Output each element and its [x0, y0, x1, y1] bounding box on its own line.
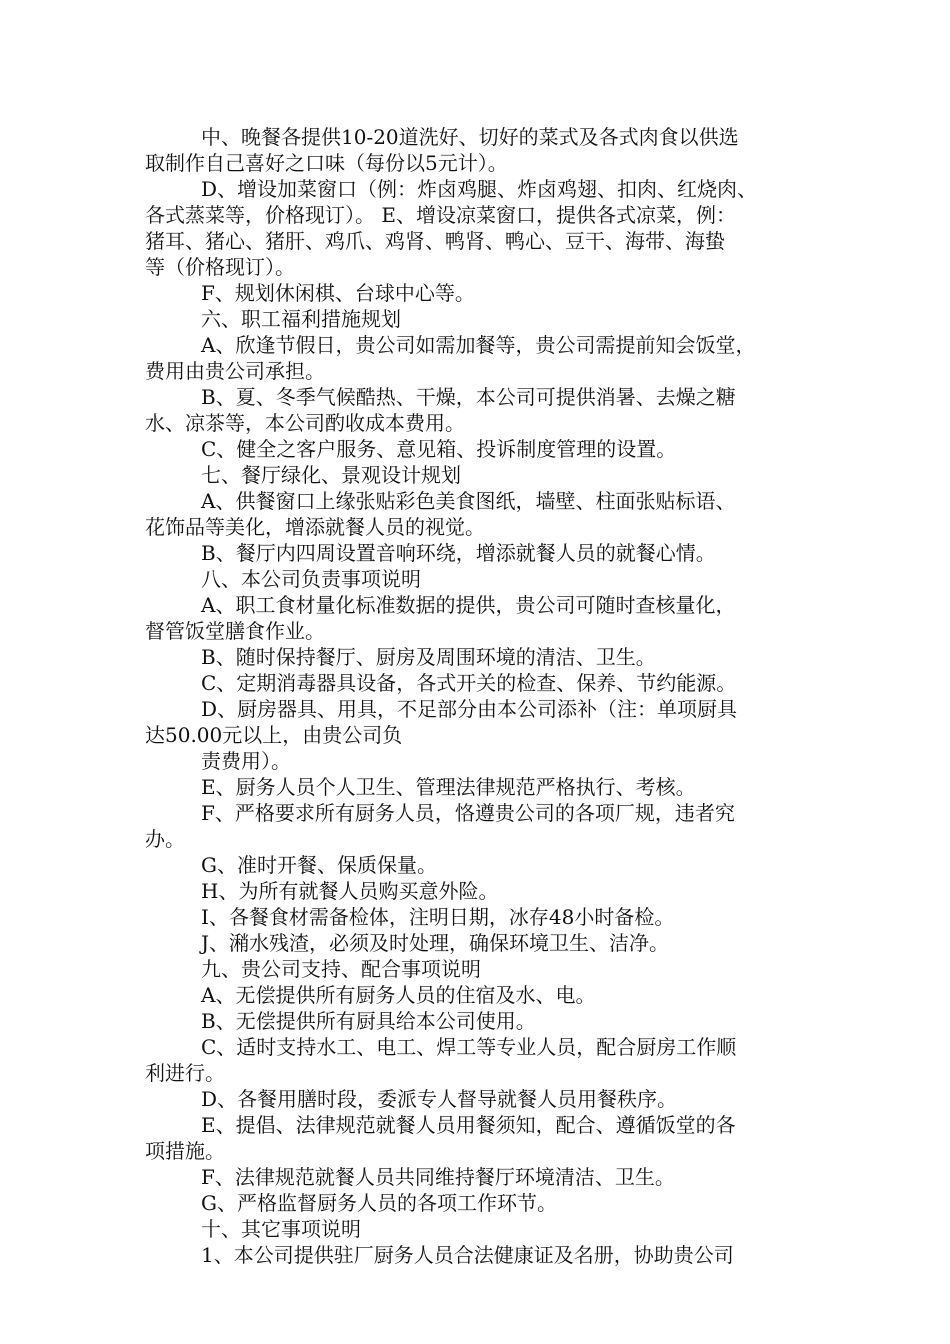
text-line: J、潲水残渣，必须及时处理，确保环境卫生、洁净。	[201, 931, 670, 955]
text-line: B、餐厅内四周设置音响环绕，增添就餐人员的就餐心情。	[201, 541, 716, 565]
text-line: 各式蒸菜等，价格现订）。 E、增设凉菜窗口，提供各式凉菜，例：	[145, 203, 736, 227]
text-line: 中、晚餐各提供10-20道洗好、切好的菜式及各式肉食以供选	[201, 125, 739, 149]
text-line: A、欣逢节假日，贵公司如需加餐等，贵公司需提前知会饭堂，	[201, 333, 756, 357]
text-line: D、增设加菜窗口（例：炸卤鸡腿、炸卤鸡翅、扣肉、红烧肉、	[201, 177, 758, 201]
text-line: G、准时开餐、保质保量。	[201, 853, 437, 877]
text-line: 达50.00元以上，由贵公司负	[145, 723, 403, 747]
text-line: 督管饭堂膳食作业。	[145, 619, 325, 643]
text-line: F、严格要求所有厨务人员，恪遵贵公司的各项厂规，违者究	[201, 801, 735, 825]
text-line: B、随时保持餐厅、厨房及周围环境的清洁、卫生。	[201, 645, 656, 669]
text-line: D、厨房器具、用具，不足部分由本公司添补（注：单项厨具	[201, 697, 738, 721]
text-line: A、无偿提供所有厨务人员的住宿及水、电。	[201, 983, 596, 1007]
text-line: B、无偿提供所有厨具给本公司使用。	[201, 1009, 536, 1033]
text-line: C、定期消毒器具设备，各式开关的检查、保养、节约能源。	[201, 671, 737, 695]
text-line: 费用由贵公司承担。	[145, 359, 325, 383]
text-line: 1、本公司提供驻厂厨务人员合法健康证及名册，协助贵公司	[201, 1243, 734, 1267]
text-line: 项措施。	[145, 1139, 225, 1163]
text-line: 办。	[145, 827, 185, 851]
section-heading: 九、贵公司支持、配合事项说明	[201, 957, 481, 981]
text-line: 等（价格现订）。	[145, 255, 295, 279]
section-heading: 十、其它事项说明	[201, 1217, 361, 1241]
text-line: F、规划休闲棋、台球中心等。	[201, 281, 475, 305]
section-heading: 八、本公司负责事项说明	[201, 567, 421, 591]
text-line: F、法律规范就餐人员共同维持餐厅环境清洁、卫生。	[201, 1165, 675, 1189]
text-line: E、厨务人员个人卫生、管理法律规范严格执行、考核。	[201, 775, 696, 799]
text-line: C、适时支持水工、电工、焊工等专业人员，配合厨房工作顺	[201, 1035, 737, 1059]
text-line: 利进行。	[145, 1061, 225, 1085]
text-line: B、夏、冬季气候酷热、干燥，本公司可提供消暑、去燥之糖	[201, 385, 736, 409]
text-line: H、为所有就餐人员购买意外险。	[201, 879, 499, 903]
text-line: A、职工食材量化标准数据的提供，贵公司可随时查核量化，	[201, 593, 736, 617]
text-line: 责费用）。	[201, 749, 291, 773]
text-line: E、提倡、法律规范就餐人员用餐须知，配合、遵循饭堂的各	[201, 1113, 736, 1137]
text-line: D、各餐用膳时段，委派专人督导就餐人员用餐秩序。	[201, 1087, 678, 1111]
text-line: 猪耳、猪心、猪肝、鸡爪、鸡肾、鸭肾、鸭心、豆干、海带、海蛰	[145, 229, 725, 253]
text-line: C、健全之客户服务、意见箱、投诉制度管理的设置。	[201, 437, 677, 461]
text-line: A、供餐窗口上缘张贴彩色美食图纸，墙壁、柱面张贴标语、	[201, 489, 736, 513]
text-line: 水、凉茶等，本公司酌收成本费用。	[145, 411, 465, 435]
text-line: 花饰品等美化，增添就餐人员的视觉。	[145, 515, 485, 539]
text-line: 取制作自己喜好之口味（每份以5元计）。	[145, 151, 508, 175]
section-heading: 七、餐厅绿化、景观设计规划	[201, 463, 461, 487]
text-line: G、严格监督厨务人员的各项工作环节。	[201, 1191, 557, 1215]
text-line: I、各餐食材需备检体，注明日期，冰存48小时备检。	[201, 905, 675, 929]
section-heading: 六、职工福利措施规划	[201, 307, 401, 331]
